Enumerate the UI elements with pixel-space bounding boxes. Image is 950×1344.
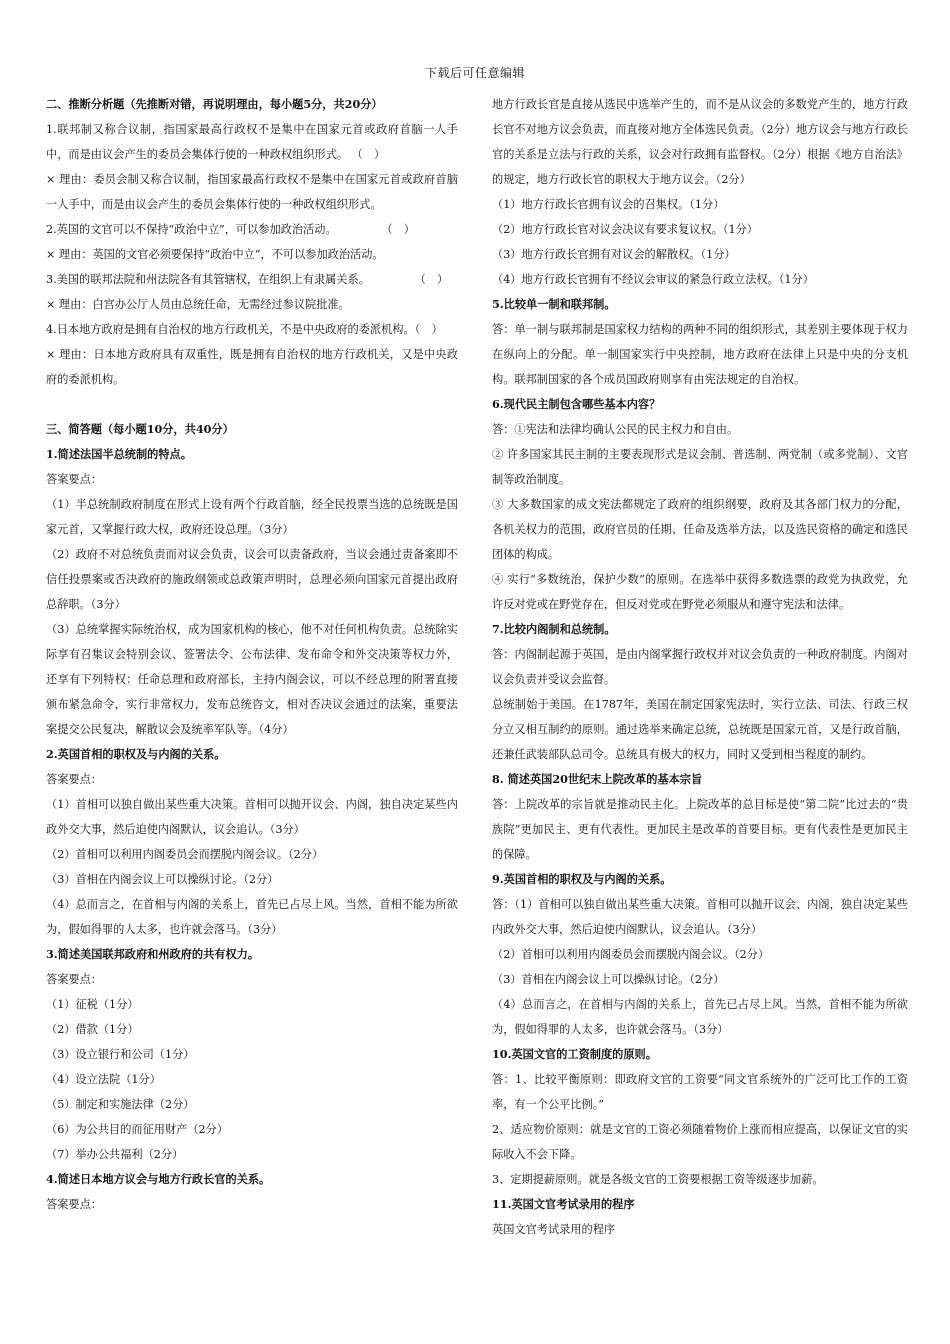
section-heading: 1.简述法国半总统制的特点。 xyxy=(46,447,192,461)
paragraph: 3.美国的联邦法院和州法院各有其管辖权，在组织上有隶属关系。 （ ） xyxy=(46,273,449,286)
paragraph: 1.联邦制又称合议制，指国家最高行政权不是集中在国家元首或政府首脑一人手中，而是由议会产生的委员会集体行使的一种政权组织形式。 （ ） xyxy=(46,123,458,161)
paragraph: （2）借款（1分） xyxy=(46,1023,139,1036)
paragraph: ④ 实行“多数统治，保护少数”的原则。在选举中获得多数选票的政党为执政党，允许反对党或在野党存在，但反对党或在野党必须服从和遵守宪法和法律。 xyxy=(492,573,908,611)
paragraph: （2）首相可以利用内阁委员会而摆脱内阁会议。（2分） xyxy=(46,848,324,861)
paragraph: 答：单一制与联邦制是国家权力结构的两种不同的组织形式，其差别主要体现于权力在纵向上的分配。单一制国家实行中央控制，地方政府在法律上只是中央的分支机构。联邦制国家的各个成员国政府则享有由宪法规定的自治权。 xyxy=(492,323,908,386)
paragraph: （2）首相可以利用内阁委员会而摆脱内阁会议。（2分） xyxy=(492,948,770,961)
paragraph: 答：1、比较平衡原则：即政府文官的工资要“同文官系统外的广泛可比工作的工资率，有一个公平比例。” xyxy=(492,1073,908,1111)
right-column xyxy=(492,92,908,1242)
section-heading: 6.现代民主制包含哪些基本内容？ xyxy=(492,397,661,411)
paragraph: 答案要点： xyxy=(46,773,102,786)
paragraph: 答：上院改革的宗旨就是推动民主化。上院改革的总目标是使“第二院”比过去的“贵族院”更加民主、更有代表性。更加民主是改革的首要目标。更有代表性是更加民主的保障。 xyxy=(492,798,908,861)
paragraph: 答：内阁制起源于英国，是由内阁掌握行政权并对议会负责的一种政府制度。内阁对议会负责并受议会监督。 xyxy=(492,648,908,686)
paragraph: 总统制始于美国。在1787年，美国在制定国家宪法时，实行立法、司法、行政三权分立又相互制约的原则。通过选举来确定总统，总统既是国家元首，又是行政首脑，还兼任武装部队总司令。总统具有极大的权力，同时又受到相当程度的制约。 xyxy=(492,698,908,761)
paragraph: 2、适应物价原则：就是文官的工资必须随着物价上涨而相应提高，以保证文官的实际收入不会下降。 xyxy=(492,1123,908,1161)
paragraph: 答：①宪法和法律均确认公民的民主权力和自由。 xyxy=(492,423,739,436)
paragraph: （4）设立法院（1分） xyxy=(46,1073,161,1086)
paragraph: 3、定期提薪原则。就是各级文官的工资要根据工资等级逐步加薪。 xyxy=(492,1173,824,1186)
paragraph: ③ 大多数国家的成文宪法都规定了政府的组织纲要，政府及其各部门权力的分配，各机关权力的范围，政府官员的任期、任命及选举方法，以及选民资格的确定和选民团体的构成。 xyxy=(492,498,908,561)
section-heading: 三、简答题（每小题10分，共40分） xyxy=(46,422,234,436)
paragraph: （4）总而言之，在首相与内阁的关系上，首先已占尽上风。当然，首相不能为所欲为，假如得罪的人太多，也许就会落马。（3分） xyxy=(46,898,458,936)
paragraph-spacer xyxy=(46,392,458,417)
paragraph: 答案要点： xyxy=(46,473,102,486)
paragraph: 答：（1）首相可以独自做出某些重大决策。首相可以抛开议会、内阁，独自决定某些内政外交大事，然后迫使内阁默认，议会追认。（3分） xyxy=(492,898,908,936)
paragraph: 英国文官考试录用的程序 xyxy=(492,1223,616,1236)
paragraph: × 理由：委员会制又称合议制，指国家最高行政权不是集中在国家元首或政府首脑一人手中，而是由议会产生的委员会集体行使的一种政权组织形式。 xyxy=(46,173,458,211)
section-heading: 8. 简述英国20世纪末上院改革的基本宗旨 xyxy=(492,772,703,786)
paragraph: （1）地方行政长官拥有议会的召集权。（1分） xyxy=(492,198,725,211)
paragraph: （1）半总统制政府制度在形式上设有两个行政首脑，经全民投票当选的总统既是国家元首，又掌握行政大权，政府还设总理。（3分） xyxy=(46,498,458,536)
paragraph: 2.英国的文官可以不保持“政治中立”，可以参加政治活动。 （ ） xyxy=(46,223,415,236)
paragraph: （2）政府不对总统负责而对议会负责，议会可以责备政府，当议会通过责备案即不信任投票案或否决政府的施政纲领或总政策声明时，总理必须向国家元首提出政府总辞职。（3分） xyxy=(46,548,458,611)
page-header: 下载后可任意编辑 xyxy=(424,66,525,80)
paragraph: （4）地方行政长官拥有不经议会审议的紧急行政立法权。（1分） xyxy=(492,273,814,286)
paragraph: （4）总而言之，在首相与内阁的关系上，首先已占尽上风。当然，首相不能为所欲为，假如得罪的人太多，也许就会落马。（3分） xyxy=(492,998,908,1036)
paragraph: （1）征税（1分） xyxy=(46,998,139,1011)
paragraph: （3）地方行政长官拥有对议会的解散权。（1分） xyxy=(492,248,736,261)
paragraph: × 理由：日本地方政府具有双重性，既是拥有自治权的地方行政机关，又是中央政府的委派机构。 xyxy=(46,348,458,386)
paragraph: （3）首相在内阁会议上可以操纵讨论。（2分） xyxy=(492,973,725,986)
paragraph: × 理由：白宫办公厅人员由总统任命，无需经过参议院批准。 xyxy=(46,298,350,311)
section-heading: 10.英国文官的工资制度的原则。 xyxy=(492,1047,657,1061)
paragraph: 答案要点： xyxy=(46,973,102,986)
paragraph: （3）总统掌握实际统治权，成为国家机构的核心，他不对任何机构负责。总统除实际享有召集议会特别会议、签署法令、公布法律、发布命令和外交决策等权力外，还享有下列特权：任命总理和政府部长，主持内阁会议，可以不经总理的附署直接颁布紧急命令，实行非常权力，发布总统咨文，相对否决议会通过的法案，重要法案提交公民复决，解散议会及统率军队等。（4分） xyxy=(46,623,458,736)
section-heading: 4.简述日本地方议会与地方行政长官的关系。 xyxy=(46,1172,271,1186)
paragraph: （2）地方行政长官对议会决议有要求复议权。（1分） xyxy=(492,223,758,236)
paragraph: （7）举办公共福利（2分） xyxy=(46,1148,184,1161)
paragraph: （6）为公共目的而征用财产（2分） xyxy=(46,1123,229,1136)
section-heading: 5.比较单一制和联邦制。 xyxy=(492,297,616,311)
paragraph: 地方行政长官是直接从选民中选举产生的，而不是从议会的多数党产生的，地方行政长官不对地方议会负责，而直接对地方全体选民负责。（2分）地方议会与地方行政长官的关系是立法与行政的关系，议会对行政拥有监督权。（2分）根据《地方自治法》的规定，地方行政长官的职权大于地方议会。（2分） xyxy=(492,98,908,186)
section-heading: 9.英国首相的职权及与内阁的关系。 xyxy=(492,872,672,886)
paragraph: × 理由：英国的文官必须要保持“政治中立”，不可以参加政治活动。 xyxy=(46,248,384,261)
paragraph: （1）首相可以独自做出某些重大决策。首相可以抛开议会、内阁，独自决定某些内政外交大事，然后迫使内阁默认，议会追认。（3分） xyxy=(46,798,458,836)
paragraph: 4.日本地方政府是拥有自治权的地方行政机关，不是中央政府的委派机构。（ ） xyxy=(46,323,443,336)
paragraph: （3）设立银行和公司（1分） xyxy=(46,1048,195,1061)
section-heading: 二、推断分析题（先推断对错，再说明理由，每小题5分，共20分） xyxy=(46,97,383,111)
section-heading: 2.英国首相的职权及与内阁的关系。 xyxy=(46,747,226,761)
paragraph: （5）制定和实施法律（2分） xyxy=(46,1098,195,1111)
section-heading: 3.简述美国联邦政府和州政府的共有权力。 xyxy=(46,947,260,961)
section-heading: 7.比较内阁制和总统制。 xyxy=(492,622,616,636)
section-heading: 11.英国文官考试录用的程序 xyxy=(492,1197,635,1211)
paragraph: （3）首相在内阁会议上可以操纵讨论。（2分） xyxy=(46,873,279,886)
left-column xyxy=(46,92,458,1217)
paragraph: 答案要点： xyxy=(46,1198,102,1211)
paragraph: ② 许多国家其民主制的主要表现形式是议会制、普选制、两党制（或多党制）、文官制等政治制度。 xyxy=(492,448,908,486)
